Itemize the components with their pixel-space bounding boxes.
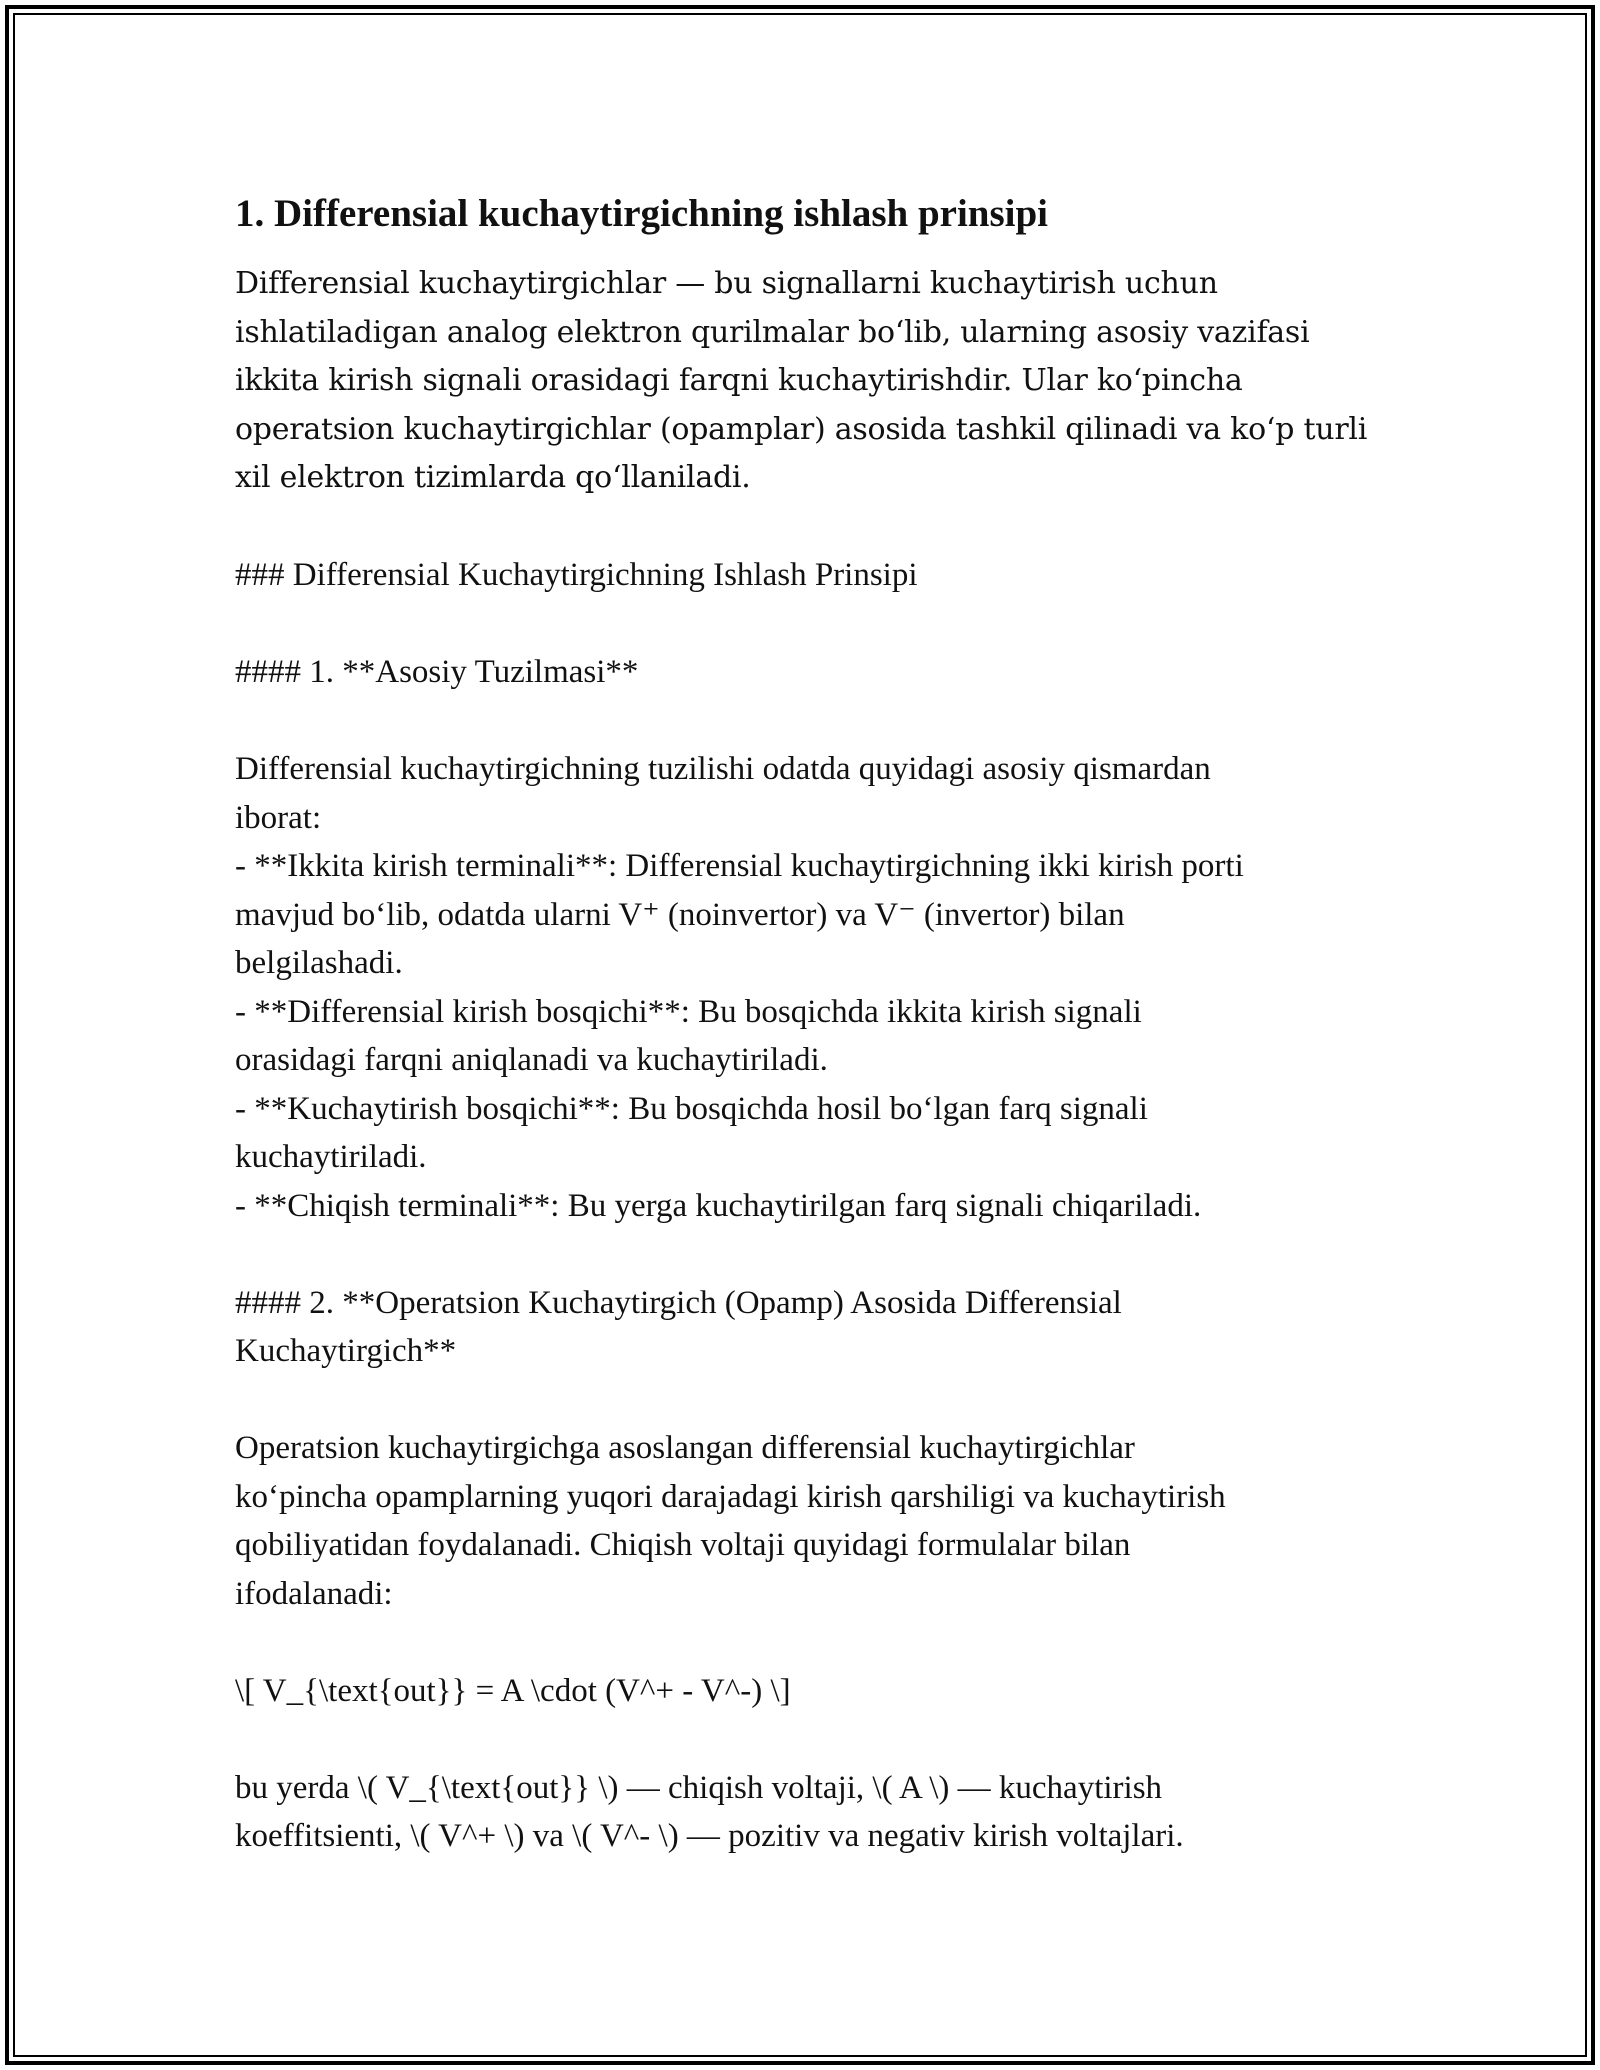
bullet-line: - **Differensial kirish bosqichi**: Bu bosqichda ikkita kirish signali <box>235 993 1142 1030</box>
opamp-line: ifodalanadi: <box>235 1575 393 1612</box>
bullet-line: kuchaytiriladi. <box>235 1139 427 1175</box>
spacer <box>235 1230 1375 1279</box>
subsection-heading-1: #### 1. **Asosiy Tuzilmasi** <box>235 654 639 690</box>
intro-line: Differensial kuchaytirgichlar — bu signallarni kuchaytirish uchun <box>235 266 1218 301</box>
spacer <box>235 503 1375 552</box>
opamp-line: qobiliyatidan foydalanadi. Chiqish voltaji quyidagi formulalar bilan <box>235 1527 1131 1563</box>
intro-line: ishlatiladigan analog elektron qurilmalar bo‘lib, ularning asosiy vazifasi <box>235 314 1310 350</box>
document-title: 1. Differensial kuchaytirgichning ishlash prinsipi <box>235 192 1049 235</box>
subsection-heading-line: #### 2. **Operatsion Kuchaytirgich (Opamp) Asosida Differensial <box>235 1284 1122 1321</box>
spacer <box>235 697 1375 746</box>
subsection-heading-line: Kuchaytirgich** <box>235 1333 457 1369</box>
intro-line: operatsion kuchaytirgichlar (opamplar) asosida tashkil qilinadi va ko‘p turli <box>235 411 1368 447</box>
intro-line: xil elektron tizimlarda qo‘llaniladi. <box>235 460 751 495</box>
bullet-line: - **Ikkita kirish terminali**: Differensial kuchaytirgichning ikki kirish porti <box>235 848 1244 884</box>
spacer <box>235 1618 1375 1667</box>
intro-line: ikkita kirish signali orasidagi farqni kuchaytirishdir. Ular ko‘pincha <box>235 363 1243 398</box>
bullet-line: orasidagi farqni aniqlanadi va kuchaytiriladi. <box>235 1042 828 1078</box>
bullet-line: mavjud bo‘lib, odatda ularni V⁺ (noinvertor) va V⁻ (invertor) bilan <box>235 896 1125 933</box>
structure-line: iborat: <box>235 799 322 836</box>
section-heading-h3: ### Differensial Kuchaytirgichning Ishlash Prinsipi <box>235 557 918 593</box>
explanation-paragraph <box>235 1764 1375 1861</box>
spacer <box>235 1376 1375 1425</box>
intro-paragraph <box>235 260 1375 503</box>
structure-bullet-list <box>235 842 1375 1230</box>
spacer <box>235 600 1375 649</box>
opamp-paragraph <box>235 1424 1375 1618</box>
opamp-line: ko‘pincha opamplarning yuqori darajadagi kirish qarshiligi va kuchaytirish <box>235 1478 1226 1515</box>
subsection-heading-2 <box>235 1279 1375 1376</box>
bullet-line: - **Kuchaytirish bosqichi**: Bu bosqichda hosil bo‘lgan farq signali <box>235 1090 1148 1127</box>
formula: \[ V_{\text{out}} = A \cdot (V^+ - V^-) \] <box>235 1672 791 1709</box>
structure-paragraph <box>235 745 1375 842</box>
bullet-line: belgilashadi. <box>235 945 403 981</box>
structure-line: Differensial kuchaytirgichning tuzilishi odatda quyidagi asosiy qismardan <box>235 751 1211 787</box>
opamp-line: Operatsion kuchaytirgichga asoslangan differensial kuchaytirgichlar <box>235 1430 1135 1466</box>
spacer <box>235 1715 1375 1764</box>
document-body <box>235 188 1375 1861</box>
explanation-line: koeffitsienti, \( V^+ \) va \( V^- \) — pozitiv va negativ kirish voltajlari. <box>235 1818 1184 1854</box>
explanation-line: bu yerda \( V_{\text{out}} \) — chiqish voltaji, \( A \) — kuchaytirish <box>235 1769 1163 1806</box>
bullet-line: - **Chiqish terminali**: Bu yerga kuchaytirilgan farq signali chiqariladi. <box>235 1187 1202 1224</box>
